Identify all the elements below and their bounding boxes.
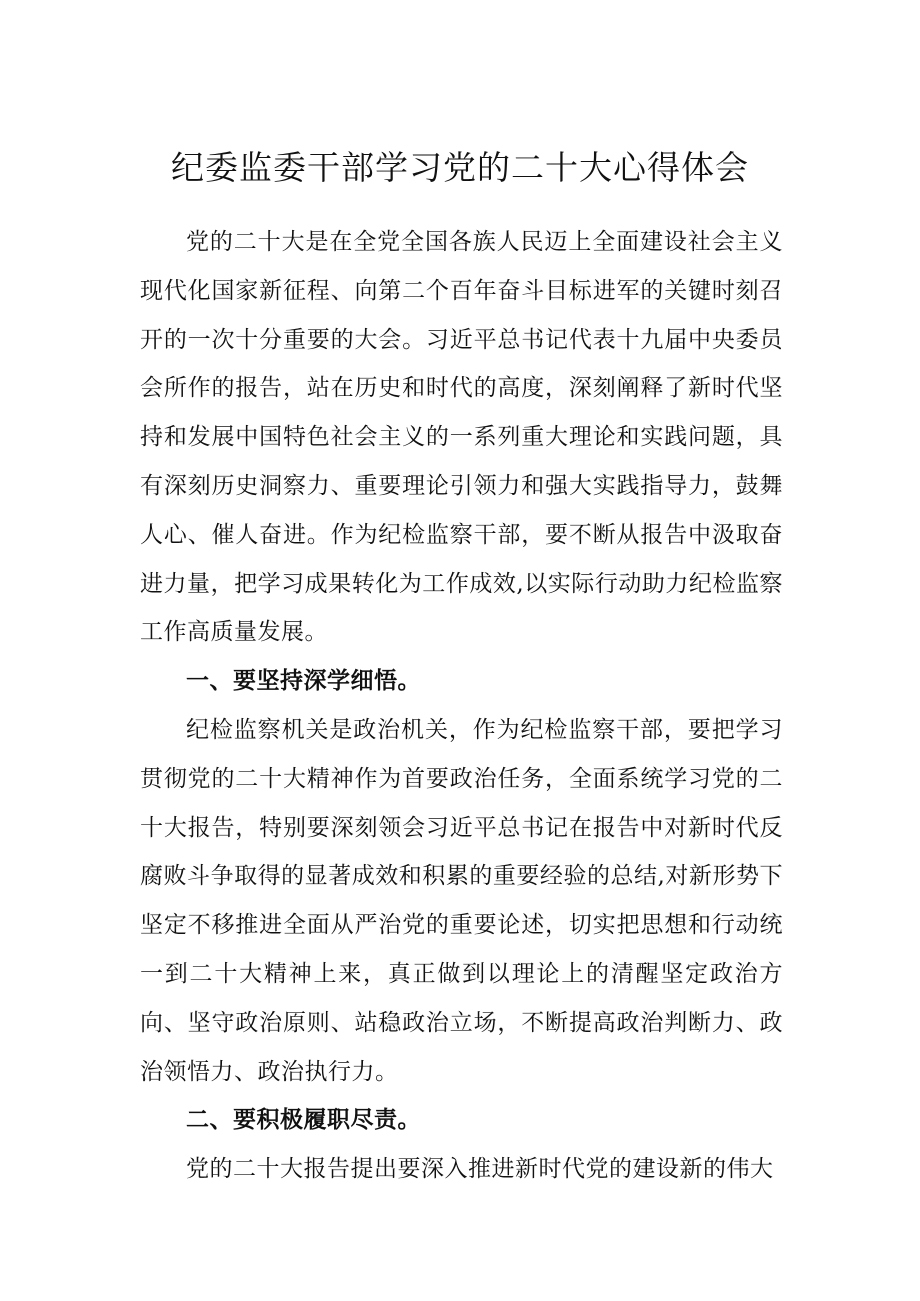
section-1-heading: 一、要坚持深学细悟。	[186, 668, 421, 695]
section-1-paragraph: 纪检监察机关是政治机关，作为纪检监察干部，要把学习贯彻党的二十大精神作为首要政治任务，全面系统学习党的二十大报告，特别要深刻领会习近平总书记在报告中对新时代反腐败斗争取得的显著成效和积累的重要经验的总结,对新形势下坚定不移推进全面从严治党的重要论述，切实把思想和行动统一到二十大精神上来，真正做到以理论上的清醒坚定政治方向、坚守政治原则、站稳政治立场，不断提高政治判断力、政治领悟力、政治执行力。	[140, 716, 783, 1085]
section-2-heading: 二、要积极履职尽责。	[186, 1107, 421, 1134]
intro-paragraph: 党的二十大是在全党全国各族人民迈上全面建设社会主义现代化国家新征程、向第二个百年奋斗目标进军的关键时刻召开的一次十分重要的大会。习近平总书记代表十九届中央委员会所作的报告，站在历史和时代的高度，深刻阐释了新时代坚持和发展中国特色社会主义的一系列重大理论和实践问题，具有深刻历史洞察力、重要理论引领力和强大实践指导力，鼓舞人心、催人奋进。作为纪检监察干部，要不断从报告中汲取奋进力量，把学习成果转化为工作成效,以实际行动助力纪检监察工作高质量发展。	[140, 229, 783, 646]
document-body	[140, 218, 783, 1194]
section-2-paragraph: 党的二十大报告提出要深入推进新时代党的建设新的伟大	[186, 1156, 774, 1183]
page-title: 纪委监委干部学习党的二十大心得体会	[171, 148, 749, 187]
